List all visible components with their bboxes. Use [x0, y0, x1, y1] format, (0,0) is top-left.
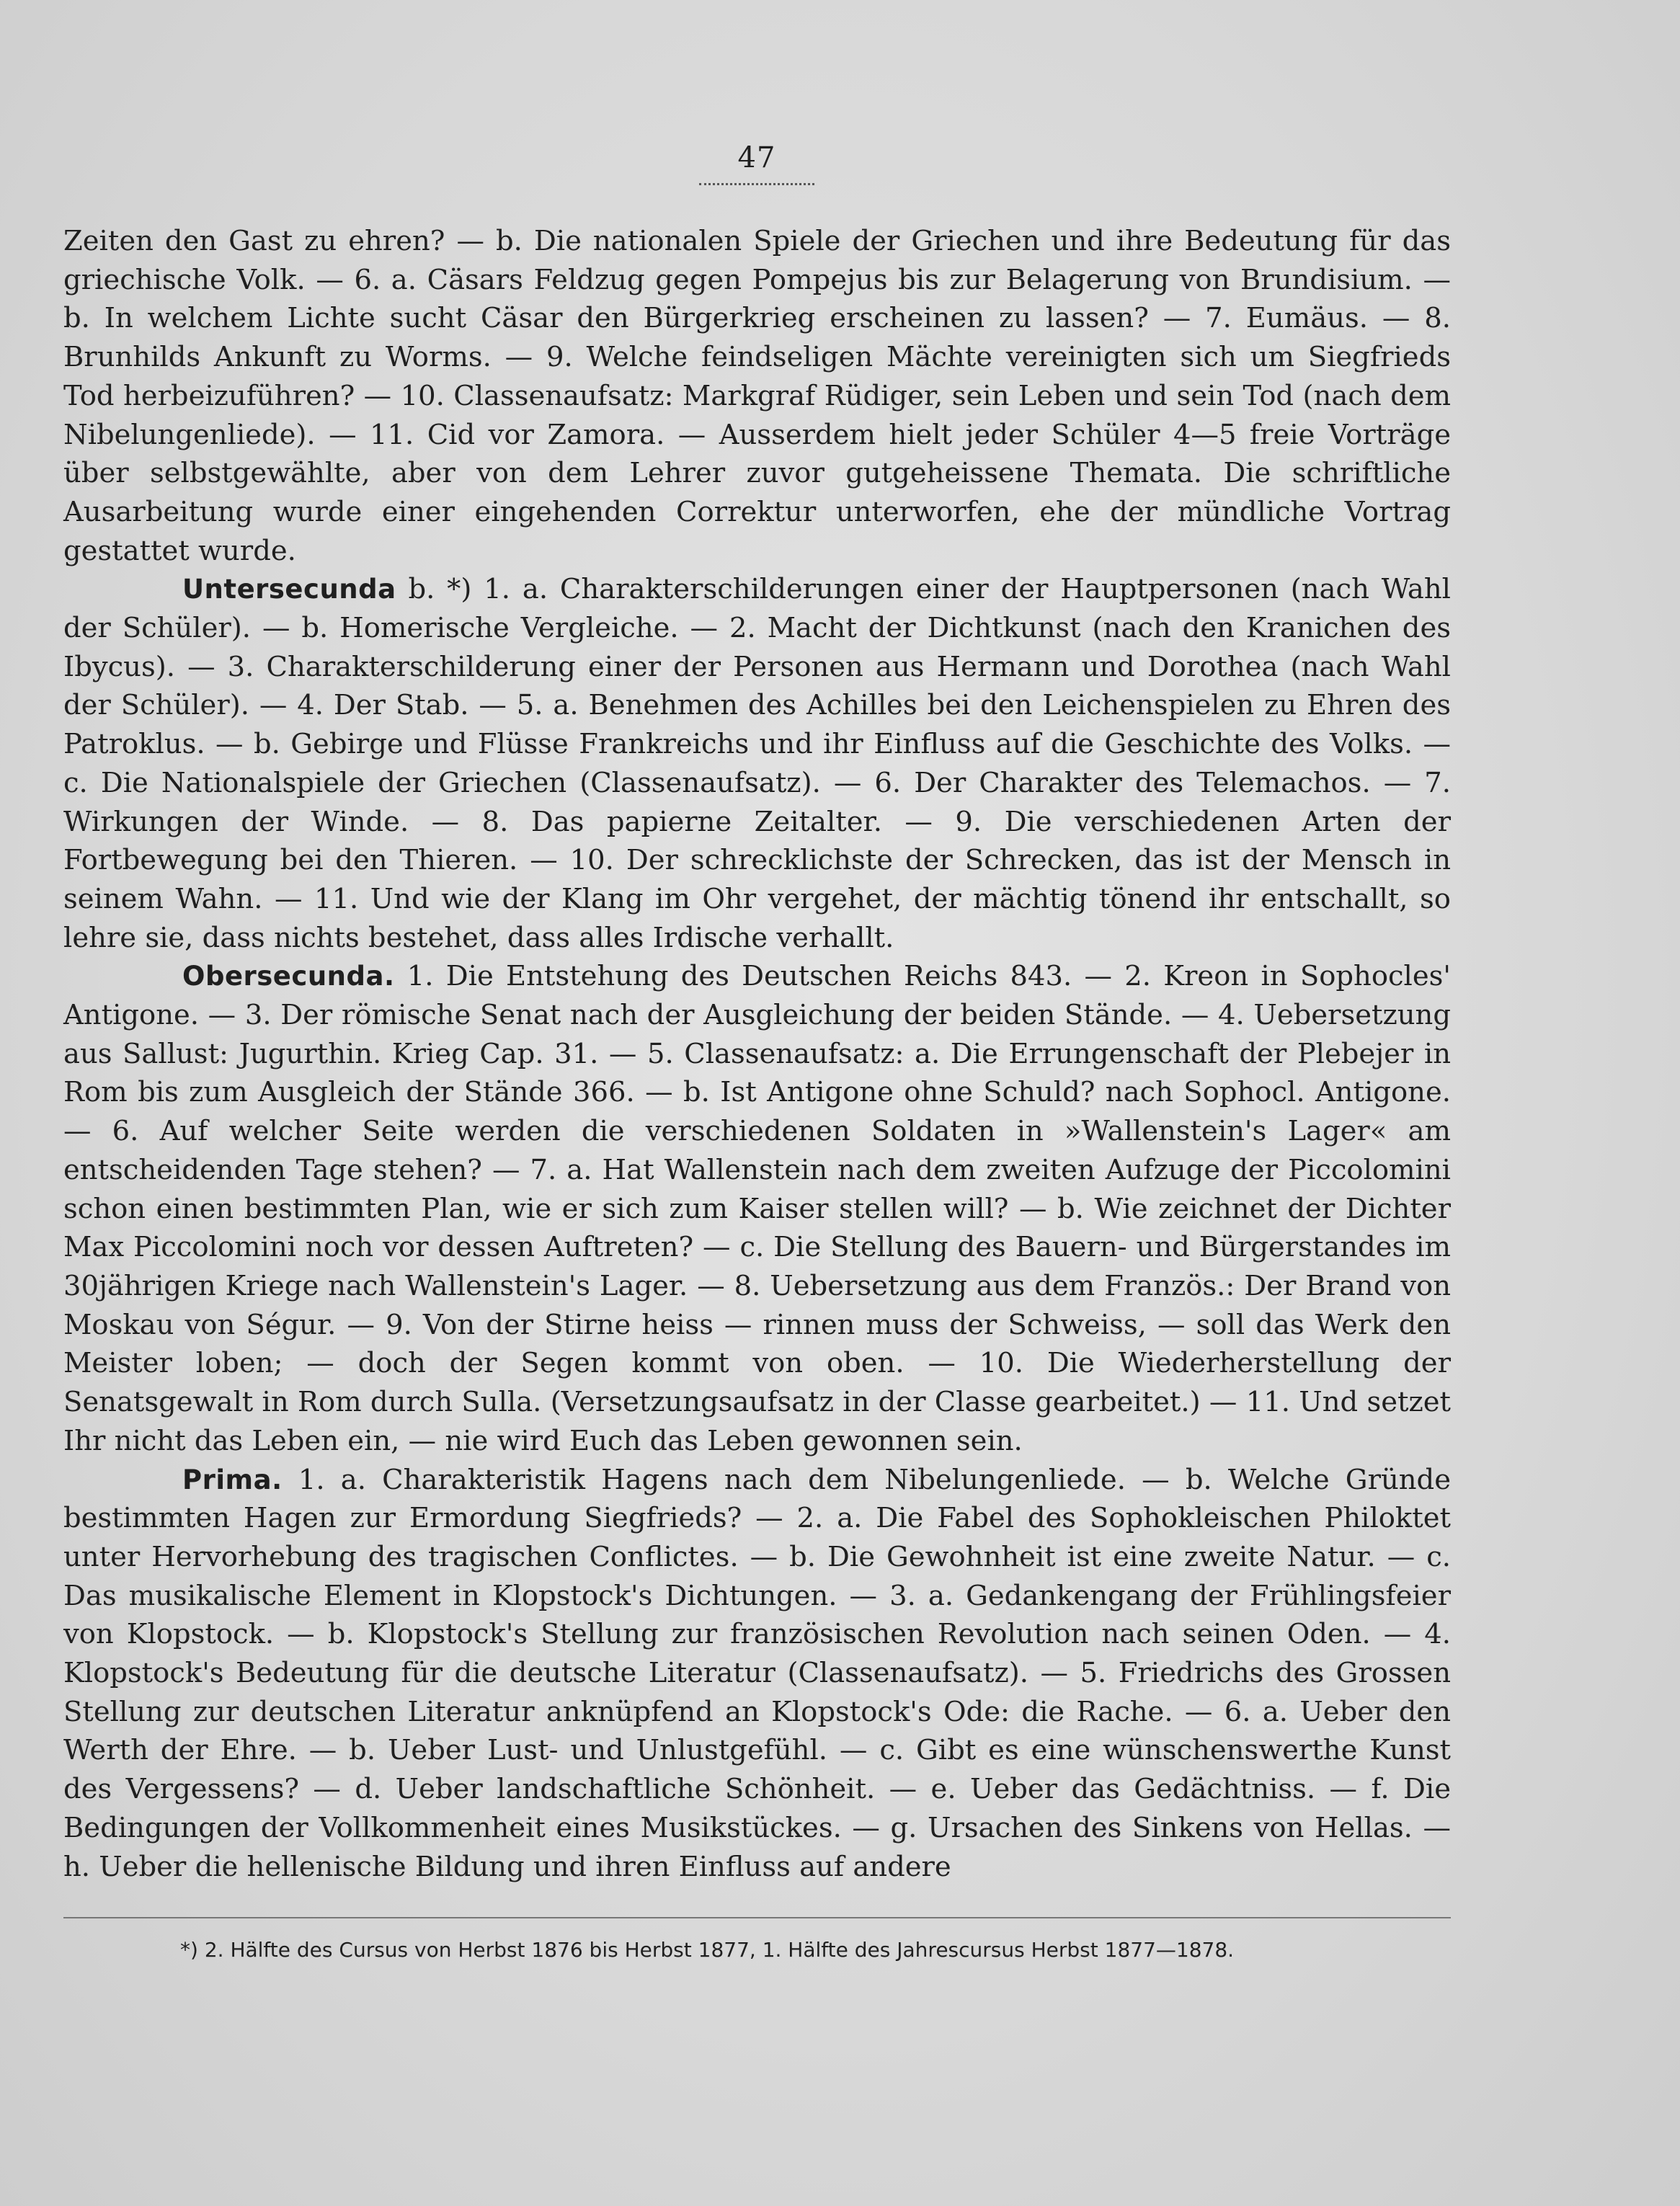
prima-paragraph	[63, 1461, 1451, 1887]
obersecunda-paragraph	[63, 957, 1451, 1460]
prima-text: 1. a. Charakteristik Hagens nach dem Nibelungenliede. — b. Welche Gründe bestimmten Hagen zur Ermordung Siegfrieds? — 2. a. Die Fabel des Sophokleischen Philoktet unter Hervorhebung des tragischen Conflictes. — b. Die Gewohnheit ist eine zweite Natur. — c. Das musikalische Element in Klopstock's Dichtungen. — 3. a. Gedankengang der Frühlingsfeier von Klopstock. — b. Klopstock's Stellung zur französischen Revolution nach seinen Oden. — 4. Klopstock's Bedeutung für die deutsche Literatur (Classenaufsatz). — 5. Friedrichs des Grossen Stellung zur deutschen Literatur anknüpfend an Klopstock's Ode: die Rache. — 6. a. Ueber den Werth der Ehre. — b. Ueber Lust- und Unlustgefühl. — c. Gibt es eine wünschenswerthe Kunst des Vergessens? — d. Ueber landschaftliche Schönheit. — e. Ueber das Gedächtniss. — f. Die Bedingungen der Vollkommenheit eines Musikstückes. — g. Ursachen des Sinkens von Hellas. — h. Ueber die hellenische Bildung und ihren Einfluss auf andere	[63, 1463, 1451, 1883]
page-number: 47	[737, 141, 776, 174]
untersecunda-paragraph	[63, 570, 1451, 957]
obersecunda-heading: Obersecunda.	[182, 961, 395, 992]
footnote: *) 2. Hälfte des Cursus von Herbst 1876 bis Herbst 1877, 1. Hälfte des Jahrescursus Herbst 1877—1878.	[180, 1938, 1235, 1962]
page-number-ornament	[699, 183, 814, 185]
untersecunda-heading: Untersecunda	[182, 574, 396, 605]
footnote-divider	[63, 1917, 1451, 1918]
intro-paragraph: Zeiten den Gast zu ehren? — b. Die nationalen Spiele der Griechen und ihre Bedeutung für das griechische Volk. — 6. a. Cäsars Feldzug gegen Pompejus bis zur Belagerung von Brundisium. — b. In welchem Lichte sucht Cäsar den Bürgerkrieg erscheinen zu lassen? — 7. Eumäus. — 8. Brunhilds Ankunft zu Worms. — 9. Welche feindseligen Mächte vereinigten sich um Siegfrieds Tod herbeizuführen? — 10. Classenaufsatz: Markgraf Rüdiger, sein Leben und sein Tod (nach dem Nibelungenliede). — 11. Cid vor Zamora. — Ausserdem hielt jeder Schüler 4—5 freie Vorträge über selbstgewählte, aber von dem Lehrer zuvor gutgeheissene Themata. Die schriftliche Ausarbeitung wurde einer eingehenden Correktur unterworfen, ehe der mündliche Vortrag gestattet wurde.	[63, 225, 1451, 567]
body-text	[63, 222, 1451, 1886]
obersecunda-text: 1. Die Entstehung des Deutschen Reichs 843. — 2. Kreon in Sophocles' Antigone. — 3. Der römische Senat nach der Ausgleichung der beiden Stände. — 4. Uebersetzung aus Sallust: Jugurthin. Krieg Cap. 31. — 5. Classenaufsatz: a. Die Errungenschaft der Plebejer in Rom bis zum Ausgleich der Stände 366. — b. Ist Antigone ohne Schuld? nach Sophocl. Antigone. — 6. Auf welcher Seite werden die verschiedenen Soldaten in »Wallenstein's Lager« am entscheidenden Tage stehen? — 7. a. Hat Wallenstein nach dem zweiten Aufzuge der Piccolomini schon einen bestimmten Plan, wie er sich zum Kaiser stellen will? — b. Wie zeichnet der Dichter Max Piccolomini noch vor dessen Auftreten? — c. Die Stellung des Bauern- und Bürgerstandes im 30jährigen Kriege nach Wallenstein's Lager. — 8. Uebersetzung aus dem Französ.: Der Brand von Moskau von Ségur. — 9. Von der Stirne heiss — rinnen muss der Schweiss, — soll das Werk den Meister loben; — doch der Segen kommt von oben. — 10. Die Wiederherstellung der Senatsgewalt in Rom durch Sulla. (Versetzungsaufsatz in der Classe gearbeitet.) — 11. Und setzet Ihr nicht das Leben ein, — nie wird Euch das Leben gewonnen sein.	[63, 960, 1451, 1457]
untersecunda-text: b. *) 1. a. Charakterschilderungen einer der Hauptpersonen (nach Wahl der Schüler). — b. Homerische Vergleiche. — 2. Macht der Dichtkunst (nach den Kranichen des Ibycus). — 3. Charakterschilderung einer der Personen aus Hermann und Dorothea (nach Wahl der Schüler). — 4. Der Stab. — 5. a. Benehmen des Achilles bei den Leichenspielen zu Ehren des Patroklus. — b. Gebirge und Flüsse Frankreichs und ihr Einfluss auf die Geschichte des Volks. — c. Die Nationalspiele der Griechen (Classenaufsatz). — 6. Der Charakter des Telemachos. — 7. Wirkungen der Winde. — 8. Das papierne Zeitalter. — 9. Die verschiedenen Arten der Fortbewegung bei den Thieren. — 10. Der schrecklichste der Schrecken, das ist der Mensch in seinem Wahn. — 11. Und wie der Klang im Ohr vergehet, der mächtig tönend ihr entschallt, so lehre sie, dass nichts bestehet, dass alles Irdische verhallt.	[63, 573, 1451, 954]
prima-heading: Prima.	[182, 1464, 283, 1495]
